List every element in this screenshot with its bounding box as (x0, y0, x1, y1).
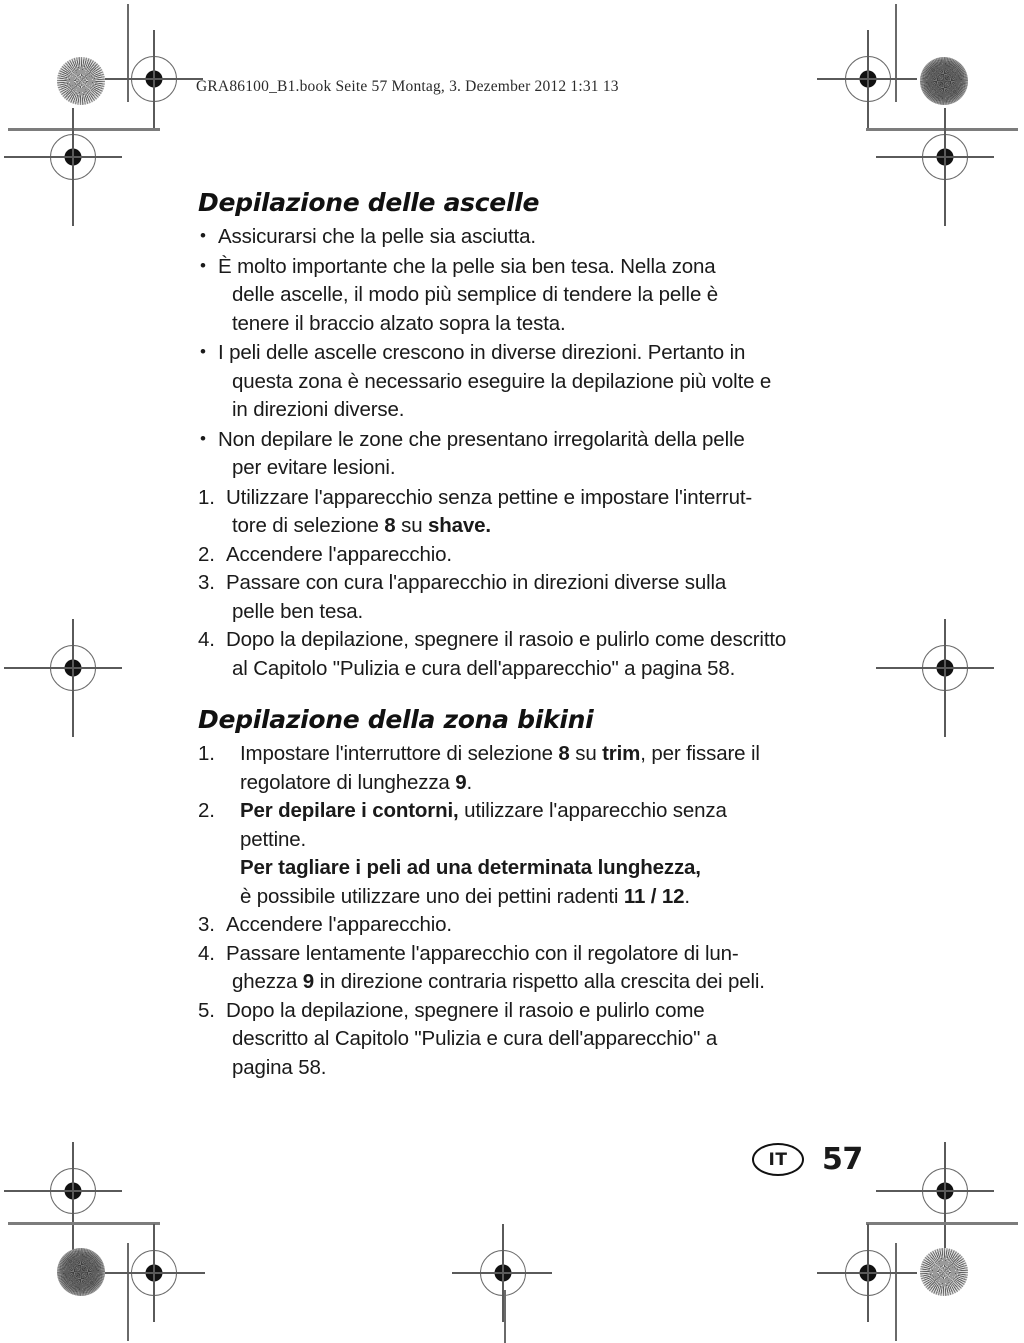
step-item (198, 569, 862, 626)
bullet-continuation-line: questa zona è necessario eseguire la depilazione più volte e (232, 369, 772, 393)
body-text: Dopo la depilazione, spegnere il rasoio e pulirlo come (226, 998, 705, 1022)
body-text: pettine. (240, 827, 307, 851)
registration-target-right-lower (922, 1168, 968, 1214)
step-number: 4. (198, 628, 215, 651)
emphasis-text: shave. (428, 514, 491, 537)
body-text: utilizzare l'apparecchio senza (458, 799, 727, 822)
step-continuation-line (240, 883, 862, 912)
body-text: tore di selezione (232, 514, 385, 537)
bullet-text: Non depilare le zone che presentano irregolarità della pelle (218, 427, 745, 451)
bullet-list (198, 223, 862, 483)
body-text: . (466, 770, 473, 794)
step-continuation-line (226, 598, 862, 627)
trim-rule-left (8, 128, 160, 131)
emphasis-text: 8 (384, 514, 396, 537)
registration-target-left-lower (50, 1168, 96, 1214)
step-number: 4. (198, 941, 215, 965)
body-text: , per fissare il (640, 742, 760, 765)
step-item (198, 541, 862, 570)
body-text: Accendere l'apparecchio. (226, 542, 452, 566)
body-text: Utilizzare l'apparecchio senza pettine e impostare l'interrut- (226, 485, 753, 509)
numbered-step-list (198, 484, 862, 684)
step-continuation-line (240, 826, 862, 855)
step-continuation-line (240, 769, 862, 798)
step-continuation-line (226, 968, 862, 997)
body-text: Accendere l'apparecchio. (226, 913, 452, 936)
registration-target-top-right (845, 56, 891, 102)
emphasis-text: 9 (455, 770, 467, 794)
trim-rule-bottom-left (8, 1222, 160, 1225)
registration-target-bottom-right (845, 1250, 891, 1296)
body-text: su (395, 514, 429, 537)
bullet-continuation-line: delle ascelle, il modo più semplice di tendere la pelle è (232, 283, 719, 306)
crop-line-bottom-center-vertical (504, 1290, 506, 1343)
body-text: pelle ben tesa. (232, 599, 364, 623)
emphasis-text: 9 (302, 970, 315, 993)
bullet-item (198, 223, 862, 252)
rosette-mark-bottom-right (920, 1248, 968, 1296)
body-text: . (684, 884, 690, 908)
step-continuation-line (226, 655, 862, 684)
emphasis-text: 8 (558, 742, 570, 765)
body-text: Impostare l'interruttore di selezione (240, 742, 559, 765)
step-continuation-line (226, 1025, 862, 1054)
bullet-item (198, 253, 862, 339)
bullet-item (198, 339, 862, 425)
bullet-continuation-line: tenere il braccio alzato sopra la testa. (232, 311, 566, 335)
registration-target-bottom-left (131, 1250, 177, 1296)
emphasis-text: 11 / 12 (623, 884, 685, 908)
step-item (198, 911, 862, 940)
numbered-step-list (198, 740, 862, 911)
registration-target-bottom-center (480, 1250, 526, 1296)
sections-container (198, 188, 862, 1082)
trim-rule-bottom-right (866, 1222, 1018, 1225)
step-number: 2. (198, 799, 215, 822)
registration-target-left-upper (50, 134, 96, 180)
body-text: regolatore di lunghezza (240, 770, 456, 794)
step-continuation-line (226, 512, 862, 541)
page-header-slug: GRA86100_B1.book Seite 57 Montag, 3. Dezember 2012 1:31 13 (196, 78, 619, 95)
crop-line-bottom-left-vertical (127, 1243, 129, 1341)
step-continuation-line (240, 854, 862, 883)
rosette-mark-bottom-left (57, 1248, 105, 1296)
bullet-text: È molto importante che la pelle sia ben tesa. Nella zona (218, 254, 716, 278)
body-text: ghezza (232, 970, 303, 993)
bullet-text: I peli delle ascelle crescono in diverse direzioni. Pertanto in (218, 341, 746, 364)
document-body (198, 188, 862, 1082)
emphasis-text: Per tagliare i peli ad una determinata lunghezza, (240, 856, 701, 879)
body-text: Dopo la depilazione, spegnere il rasoio e pulirlo come descritto (226, 628, 787, 651)
emphasis-text: trim (602, 742, 641, 765)
rosette-mark-top-right (920, 57, 968, 105)
trim-rule-right (866, 128, 1018, 131)
section-heading: Depilazione delle ascelle (198, 188, 540, 217)
step-item (198, 797, 862, 911)
crop-line-top-right-vertical (895, 4, 897, 102)
step-number: 1. (198, 485, 215, 509)
body-text: Passare con cura l'apparecchio in direzioni diverse sulla (226, 571, 727, 594)
step-item (198, 484, 862, 541)
bullet-item (198, 426, 862, 483)
body-text: pagina 58. (232, 1055, 327, 1079)
body-text: in direzione contraria rispetto alla crescita dei peli. (314, 970, 765, 993)
section-heading: Depilazione della zona bikini (198, 705, 594, 734)
step-number: 3. (198, 913, 215, 936)
registration-target-right-middle (922, 645, 968, 691)
body-text: al Capitolo "Pulizia e cura dell'apparecchio" a pagina 58. (232, 656, 736, 680)
page-footer (752, 1142, 863, 1177)
step-number: 3. (198, 571, 215, 594)
bullet-continuation-line: in direzioni diverse. (232, 398, 405, 421)
step-number: 5. (198, 998, 215, 1022)
body-text: è possibile utilizzare uno dei pettini radenti (240, 884, 624, 908)
step-item (198, 626, 862, 683)
crop-line-top-left-vertical (127, 4, 129, 102)
registration-target-left-middle (50, 645, 96, 691)
page-number: 57 (822, 1142, 863, 1177)
body-text: su (569, 742, 603, 765)
step-continuation-line (226, 1054, 862, 1083)
body-text: Passare lentamente l'apparecchio con il regolatore di lun- (226, 941, 739, 965)
step-item (198, 940, 862, 997)
step-item (198, 740, 862, 797)
rosette-mark-top-left (57, 57, 105, 105)
bullet-text: Assicurarsi che la pelle sia asciutta. (218, 225, 536, 248)
emphasis-text: Per depilare i contorni, (240, 799, 459, 822)
body-text: descritto al Capitolo "Pulizia e cura dell'apparecchio" a (232, 1027, 718, 1050)
step-number: 1. (198, 742, 215, 765)
language-badge: IT (752, 1143, 804, 1176)
registration-target-right-upper (922, 134, 968, 180)
step-item (198, 997, 862, 1083)
crop-line-bottom-right-vertical (895, 1243, 897, 1341)
bullet-continuation-line: per evitare lesioni. (232, 456, 396, 479)
step-number: 2. (198, 542, 215, 566)
numbered-step-list (198, 911, 862, 1082)
registration-target-top-left (131, 56, 177, 102)
